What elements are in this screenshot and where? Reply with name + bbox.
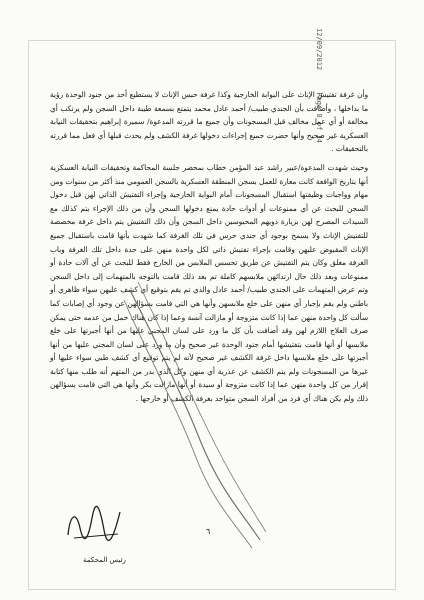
paragraph-1: وأن غرفة تفتيش الإناث على البوابة الخارجية وكذا غرفة حبس الإناث لا يستطيع أحد من جنود الوحدة رؤية ما بداخلها ، وأضافت بأن الجندي طبيب/ أحمد عادل محمد يتمتع بسمعة طيبة داخل السجن ولم يرتكب أي مخالفة أو أي عمل مخالف قبل المسجونات وأن جميع ما قررته المدعوة/ سميرة إبراهيم بتحقيقات النيابة العسكرية غير صحيح وأنها حضرت جميع إجراءات دخولها غرفة الكشف ولم يحدث قبلها أي فعل مما قررته بالتحقيقات . <box>50 90 368 154</box>
judgment-text <box>50 88 368 411</box>
fax-date: 12/09/2012 <box>315 28 324 71</box>
signature-scrawl <box>58 500 128 550</box>
page-number: ٦ <box>206 527 211 536</box>
paragraph-2: وحيث شهدت المدعوة/عبير راشد عبد المؤمن خطاب بمحضر جلسة المحاكمة وتحقيقات النيابة العسكرية أنها بتاريخ الواقعة كانت معارة للعمل بسجن المنطقة العسكرية بالسجن العمومي منذ أكثر من سنوات ومن مهام وواجبات وظيفتها استقبال المسجونات أمام البوابة الخارجية وإجراء التفتيش الذاتي لهن قبل دخول السجن للبحث عن أي ممنوعات أو أدوات حادة يمنع دخولها السجن وأن من ذلك الإجراء يتم كذلك مع السيدات المصرح لهن بزيارة ذويهم المحبوسين داخل السجن وأن ذلك التفتيش يتم داخل غرفة مخصصة للتفتيش الإناث ولا يسمح بوجود أي جندي حرس في تلك الغرفة كما شهدت بأنها قامت باستقبال جميع الإناث المقبوض عليهن وقامت بإجراء تفتيش ذاتي لكل واحدة منهن على حدة داخل تلك الغرفة وباب الغرفة مغلق وكان يتم التفتيش عن طريق تحسس الملابس من الخارج فقط للبحث عن أي آلات حادة أو ممنوعات وبعد ذلك حال ارتدائهن ملابسهم كاملة تم بعد ذلك قامت بالتوجه بالمتهمات إلى داخل السجن وتم عرض المتهمات على الجندي طبيب/ أحمد عادل والذي تم يقم بتوقيع أي كشف عليهن سواء ظاهري أو باطني ولم يقم بإجبار أي منهن على خلع ملابسهن وأنها هي التي قامت بسؤالهن عن وجود أي إصابات كما سألت كل واحدة منهن عما إذا كانت متزوجة أو مازالت آنسة وعما إذا كان هناك حمل من عدمه حتى يمكن صرف العلاج اللازم لهن وقد أضافت بأن كل ما ورد على لسان المجني عليها من أنها أجبرتها على خلع ملابسها أو أنها قامت بتفتيشها أمام جنود الوحدة غير صحيح وأن ما ورد على لسان المجني عليها من أنها أجبرتها على خلع ملابسها داخل غرفة الكشف غير صحيح لأنه لم يتم توقيع أي كشف طبي سواء عليها أو غيرها من المسجونات ولم يتم الكشف عن عذرية أي منهن وكل الذي بدر من المتهم أنه طلب منها كتابة إقرار من كل واحدة منهن عما إذا كانت متزوجة أو سيدة أو أنها مازالت بكر وأنها هي التي قامت بسؤالهن ذلك ولم يكن هناك أي فرد من أفراد السجن متواجد بغرفة الكشف أو خارجها . <box>50 162 368 404</box>
signature-label: رئيس المحكمة <box>83 556 126 564</box>
fax-page-ref: Page 8 of 14 <box>315 92 324 143</box>
